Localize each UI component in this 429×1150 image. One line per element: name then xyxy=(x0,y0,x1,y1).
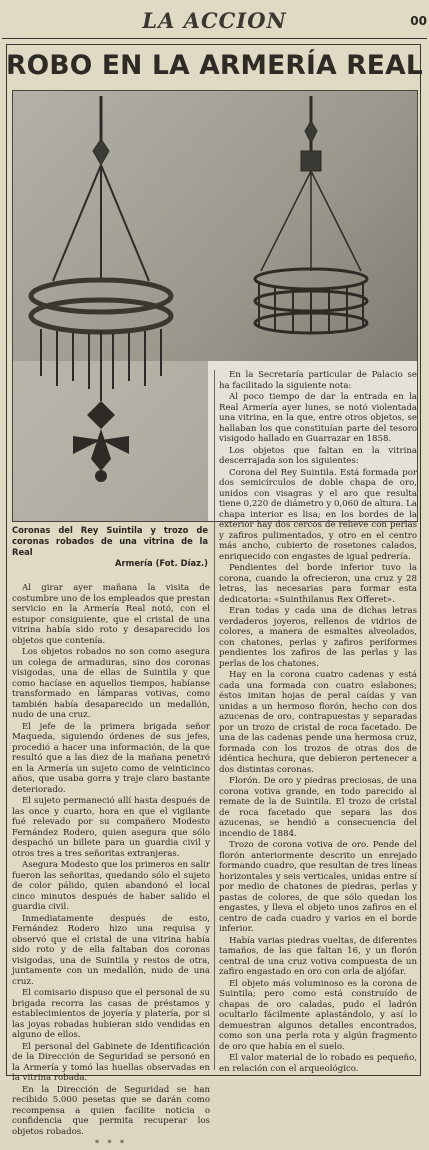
paragraph: Hay en la corona cuatro cadenas y está cada una formada con cuatro eslabones; éstos imitan hojas de peral caídas y van unidas a un hermoso florón, hecho con dos azucenas de oro, contrapuestas y separadas por un trozo de cristal de roca facetado. De una de las cadenas pende una hermosa cruz, formada con los trozos de otras dos de idéntica hechura, que debieron pertenecer a dos distintas coronas. xyxy=(219,670,417,775)
paragraph: Inmediatamente después de esto, Fernández Rodero hizo una requisa y observó que el cristal de una vitrina había sido roto y de ella faltaban dos coronas visigodas, una de Suintila y restos de otra, juntamente con un medallón, nudo de una cruz. xyxy=(12,913,210,987)
masthead xyxy=(0,6,429,36)
caption-text: Coronas del Rey Suintila y trozo de coronas robados de una vitrina de la Real xyxy=(12,525,208,557)
paragraph: El jefe de la primera brigada señor Maqueda, siguiendo órdenes de sus jefes, procedió a hacer una información, de la que resultó que a las diez de la mañana penetró en la Armería un sujeto como de veinticinco años, que usaba gorra y traje claro bastante deteriorado. xyxy=(12,721,210,795)
paragraph: Corona del Rey Suintila. Está formada por dos semicírculos de doble chapa de oro, unidos con visagras y el aro que resulta tiene 0,220 de diámetro y 0,060 de altura. La chapa interior es lisa; en los bordes de la exterior hay dos cercos de relieve con perlas y zafiros pulimentados, y otro en el centro más ancho, cubierto de rosetones calados, enriquecido con engastes de igual pedrería. xyxy=(219,467,417,562)
paragraph: En la Dirección de Seguridad se han recibido 5.000 pesetas que se darán como recompensa a quien facilite noticia o confidencia que permita recuperar los objetos robados. xyxy=(12,1084,210,1137)
article-headline: ROBO EN LA ARMERÍA REAL xyxy=(6,50,423,81)
photo-caption xyxy=(12,525,208,569)
paragraph: Trozo de corona votiva de oro. Pende del florón anteriormente descrito un enrejado formando cuadro, que resultan de tres líneas horizontales y seis verticales, unidas entre sí por medio de chatones de piedras, perlas y pastas de colores, de que sólo quedan los engastes, y lleva el objeto unos zafiros en el centro de cada cuadro y varios en el borde inferior. xyxy=(219,840,417,934)
paragraph: El comisario dispuso que el personal de su brigada recorra las casas de préstamos y establecimientos de joyería y platería, por si las joyas robadas hubieran sido vendidas en alguno de ellos. xyxy=(12,988,210,1040)
end-mark: * * * xyxy=(94,1139,128,1148)
paragraph: Al girar ayer mañana la visita de costumbre uno de los empleados que prestan servicio en la Armería Real notó, con el estupor consiguiente, que el cristal de una vitrina había sido roto y desaparecido los objetos que contenía. xyxy=(12,583,210,646)
paragraph: El valor material de lo robado es pequeño, en relación con el arqueológico. xyxy=(219,1053,417,1074)
paragraph: Había varias piedras vueltas, de diferentes tamaños, de las que faltan 16, y un florón central de una cruz votiva compuesta de un zafiro engastado en oro con orla de aljófar. xyxy=(219,935,417,977)
paragraph: Al poco tiempo de dar la entrada en la Real Armería ayer lunes, se notó violentada una vitrina, en la que, entre otros objetos, se hallaban los que constituían parte del tesoro visigodo hallado en Guarrazar en 1858. xyxy=(219,392,417,444)
paragraph: Los objetos que faltan en la vitrina descerrajada son los siguientes: xyxy=(219,445,417,466)
left-column xyxy=(12,583,210,1150)
paragraph: Asegura Modesto que los primeros en salir fueron las señoritas, quedando sólo el sujeto de color pálido, quien abandonó el local cinco minutos después de haber salido el guardia civil. xyxy=(12,860,210,912)
paragraph: En la Secretaría particular de Palacio se ha facilitado la siguiente nota: xyxy=(219,370,417,391)
right-column xyxy=(219,370,417,1075)
column-divider xyxy=(214,370,215,1070)
paragraph: Pendientes del borde inferior tuvo la corona, cuando la ofrecieron, una cruz y 28 letras, las necesarias para formar esta dedicatoria: «Suinthilanus Rex Offeret». xyxy=(219,563,417,605)
paragraph: Los objetos robados no son como asegura un colega de armaduras, sino dos coronas visigodas, una de ellas de Suintila y que como hacíase en aquellos tiempos, habíanse transformado en lámparas votivas, como también había desaparecido un medallón, nudo de una cruz. xyxy=(12,647,210,720)
paragraph: Florón. De oro y piedras preciosas, de una corona votiva grande, en todo parecido al remate de la de Suintila. El trozo de cristal de roca facetado que separa las dos azucenas, se hendió a consecuencia del incendio de 1884. xyxy=(219,776,417,839)
masthead-rule xyxy=(2,38,427,39)
newspaper-name: LA ACCION xyxy=(142,8,287,33)
paragraph: El personal del Gabinete de Identificación de la Dirección de Seguridad se personó en la Armería y tomó las huellas observadas en la vitrina robada. xyxy=(12,1041,210,1083)
paragraph: El sujeto permaneció allí hasta después de las once y cuarto, hora en que el vigilante fué relevado por su compañero Modesto Fernández Rodero, quien asegura que sólo despachó un billete para un guardia civil y otros tres a tres señoritas extranjeras. xyxy=(12,796,210,859)
paragraph: El objeto más voluminoso es la corona de Suintila; pero como está construído de chapas de oro caladas, pudo el ladrón ocultarlo fácilmente aplastándolo, y así lo demuestran algunos detalles encontrados, como son una perla rota y algún fragmento de oro que había en el suelo. xyxy=(219,978,417,1052)
caption-credit: Armería (Fot. Díaz.) xyxy=(114,558,208,568)
paragraph: Eran todas y cada una de dichas letras verdaderos joyeros, rellenos de vidrios de colores, a manera de esmaltes alveolados, con chatones, perlas y zafiros periformes pendientes los zafiros de las perlas y las perlas de los chatones. xyxy=(219,606,417,669)
page-number: 00 xyxy=(410,14,427,28)
